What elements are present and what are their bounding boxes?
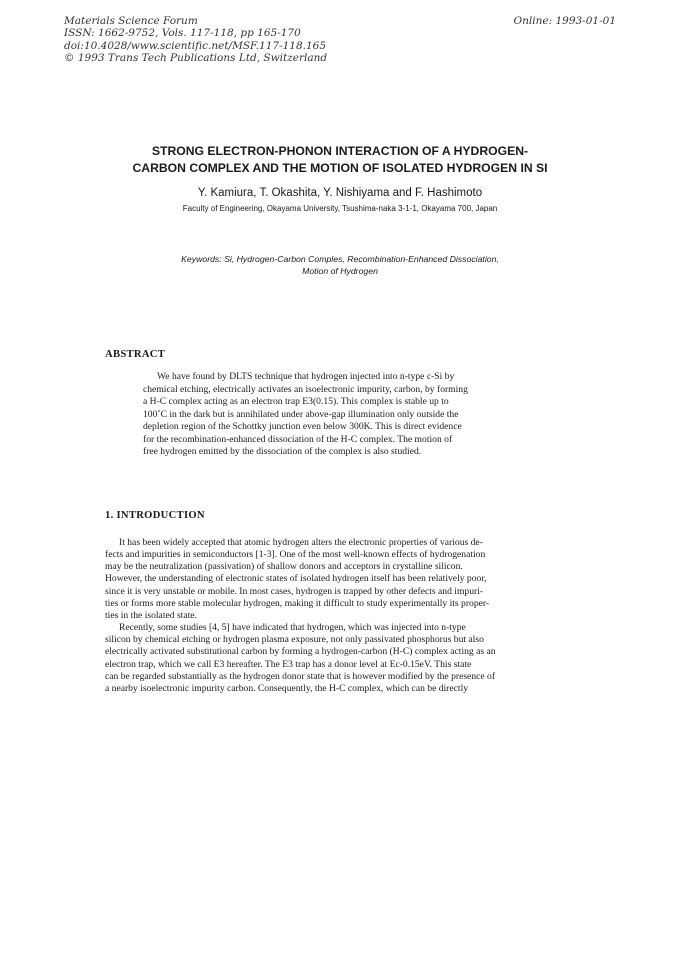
doi-line: doi:10.4028/www.scientific.net/MSF.117-118.165 [64, 39, 327, 52]
body-line: electrically activated substitutional carbon by forming a hydrogen-carbon (H-C) complex acting as an [105, 646, 496, 658]
title-line: CARBON COMPLEX AND THE MOTION OF ISOLATED HYDROGEN IN SI [132, 160, 548, 175]
issn-line: ISSN: 1662-9752, Vols. 117-118, pp 165-170 [64, 27, 301, 40]
abstract-line: free hydrogen emitted by the dissociation of the complex is also studied. [143, 446, 422, 457]
paper-title [70, 143, 610, 176]
keywords-line: Keywords: Si, Hydrogen-Carbon Comples, Recombination-Enhanced Dissociation, [181, 254, 499, 264]
body-line: may be the neutralization (passivation) of shallow donors and acceptors in crystalline silicon. [105, 561, 463, 573]
abstract-line: 100˚C in the dark but is annihilated under above-gap illumination only outside the [143, 408, 459, 420]
affiliation: Faculty of Engineering, Okayama University, Tsushima-naka 3-1-1, Okayama 700, Japan [182, 204, 498, 213]
body-line: since it is very unstable or mobile. In most cases, hydrogen is trapped by other defects and impuri- [105, 585, 484, 597]
title-line: STRONG ELECTRON-PHONON INTERACTION OF A HYDROGEN- [151, 144, 529, 158]
body-line: electron trap, which we call E3 hereafter. The E3 trap has a donor level at Ec-0.15eV. This state [105, 658, 472, 670]
abstract-heading: ABSTRACT [105, 349, 166, 360]
body-line: Recently, some studies [4, 5] have indicated that hydrogen, which was injected into n-type [119, 622, 466, 634]
abstract-line: chemical etching, electrically activates an isoelectronic impurity, carbon, by forming [143, 383, 468, 395]
publication-metadata [64, 15, 327, 65]
online-date: Online: 1993-01-01 [513, 15, 616, 27]
body-line: fects and impurities in semiconductors [1-3]. One of the most well-known effects of hydrogenation [105, 549, 486, 561]
body-line: However, the understanding of electronic states of isolated hydrogen itself has been relatively poor, [105, 573, 487, 585]
keywords-line: Motion of Hydrogen [302, 265, 378, 276]
abstract-line: a H-C complex acting as an electron trap E3(0.15). This complex is stable up to [143, 396, 449, 407]
abstract-line: We have found by DLTS technique that hydrogen injected into n-type c-Si by [157, 371, 455, 382]
body-line: can be regarded substantially as the hydrogen donor state that is however modified by the presence of [105, 670, 496, 682]
introduction-body [105, 537, 545, 695]
body-line: a nearby isoelectronic impurity carbon. Consequently, the H-C complex, which can be directly [105, 682, 469, 694]
author-list: Y. Kamiura, T. Okashita, Y. Nishiyama and F. Hashimoto [197, 187, 483, 199]
abstract-body [143, 371, 501, 459]
body-line: It has been widely accepted that atomic hydrogen alters the electronic properties of various de- [119, 537, 483, 548]
abstract-line: for the recombination-enhanced dissociation of the H-C complex. The motion of [143, 433, 453, 445]
body-line: silicon by chemical etching or hydrogen plasma exposure, not only passivated phosphorus but also [105, 634, 484, 646]
introduction-heading: 1. INTRODUCTION [105, 510, 205, 521]
body-line: ties or forms more stable molecular hydrogen, making it difficult to study experimentally its proper- [105, 597, 490, 609]
body-line: ties in the isolated state. [105, 609, 197, 621]
abstract-line: depletion region of the Schottky junction even below 300K. This is direct evidence [143, 421, 462, 432]
keywords [120, 254, 560, 277]
copyright-line: © 1993 Trans Tech Publications Ltd, Switzerland [64, 52, 328, 65]
journal-name: Materials Science Forum [64, 15, 198, 27]
